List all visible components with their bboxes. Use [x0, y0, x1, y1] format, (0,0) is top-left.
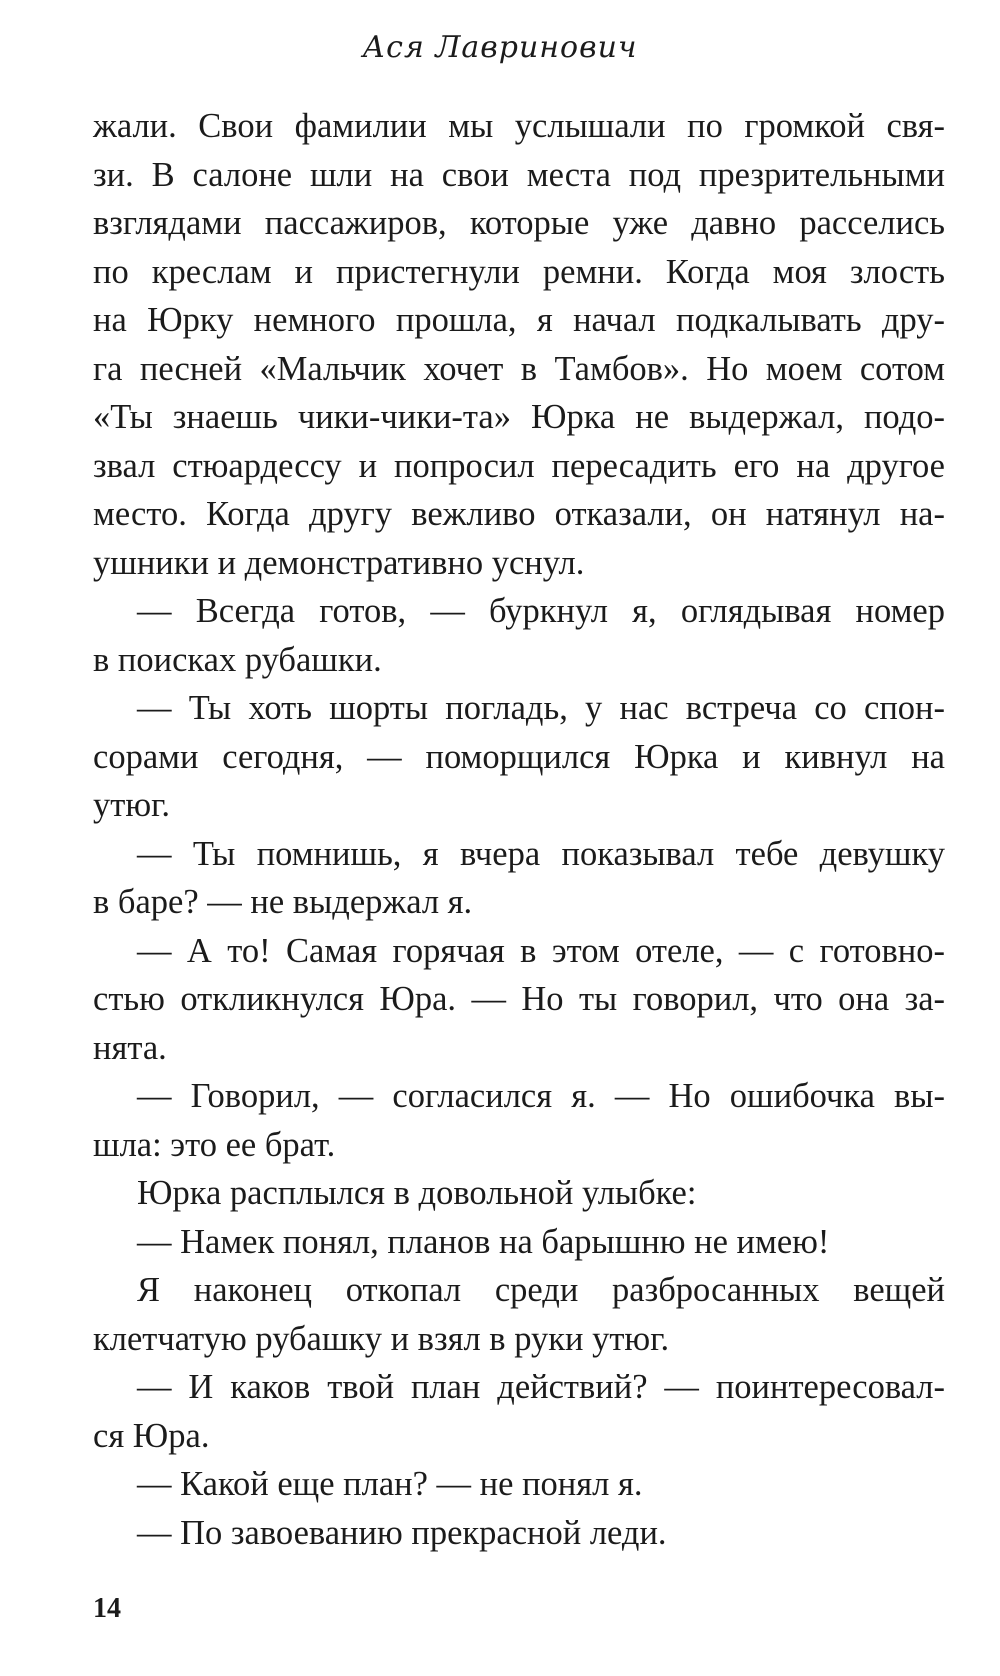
text-line: клетчатую рубашку и взял в руки утюг.: [93, 1319, 670, 1358]
text-line: — А то! Самая горячая в этом отеле, — с готовно-: [137, 931, 945, 970]
text-line: в поисках рубашки.: [93, 640, 382, 679]
text-line: место. Когда другу вежливо отказали, он натянул на-: [93, 495, 945, 533]
text-line: «Ты знаешь чики-чики-та» Юрка не выдержал, подо-: [93, 398, 945, 436]
text-line: ся Юра.: [93, 1416, 210, 1455]
text-line: в баре? — не выдержал я.: [93, 883, 473, 921]
text-line: — Ты помнишь, я вчера показывал тебе девушку: [137, 834, 945, 873]
text-line: шла: это ее брат.: [93, 1125, 336, 1164]
text-line: сорами сегодня, — поморщился Юрка и кивнул на: [93, 737, 945, 776]
text-line: зи. В салоне шли на свои места под презрительными: [93, 155, 945, 194]
text-line: звал стюардессу и попросил пересадить его на другое: [93, 446, 945, 485]
text-line: на Юрку немного прошла, я начал подкалывать дру-: [93, 301, 945, 339]
page-number: 14: [93, 1593, 121, 1624]
text-line: стью откликнулся Юра. — Но ты говорил, что она за-: [93, 980, 945, 1018]
text-line: утюг.: [93, 786, 170, 824]
text-line: взглядами пассажиров, которые уже давно расселись: [93, 204, 945, 242]
running-header-author: Ася Лавринович: [362, 30, 638, 65]
text-line: га песней «Мальчик хочет в Тамбов». Но моем сотом: [93, 349, 945, 388]
text-line: по креслам и пристегнули ремни. Когда моя злость: [93, 252, 945, 291]
text-line: Юрка расплылся в довольной улыбке:: [137, 1174, 697, 1212]
text-line: — Всегда готов, — буркнул я, оглядывая номер: [137, 592, 945, 630]
text-body: [93, 102, 945, 1557]
text-line: — Какой еще план? — не понял я.: [137, 1465, 643, 1503]
text-line: — Ты хоть шорты погладь, у нас встреча со спон-: [137, 689, 945, 727]
text-line: Я наконец откопал среди разбросанных вещей: [137, 1271, 945, 1309]
text-line: жали. Свои фамилии мы услышали по громкой свя-: [93, 107, 945, 145]
text-line: — По завоеванию прекрасной леди.: [137, 1513, 667, 1552]
text-line: ушники и демонстративно уснул.: [93, 543, 585, 582]
text-line: — Говорил, — согласился я. — Но ошибочка вы-: [137, 1077, 945, 1115]
text-line: — Намек понял, планов на барышню не имею!: [137, 1222, 830, 1261]
text-line: — И каков твой план действий? — поинтересовал-: [137, 1368, 945, 1406]
text-line: нята.: [93, 1028, 167, 1067]
